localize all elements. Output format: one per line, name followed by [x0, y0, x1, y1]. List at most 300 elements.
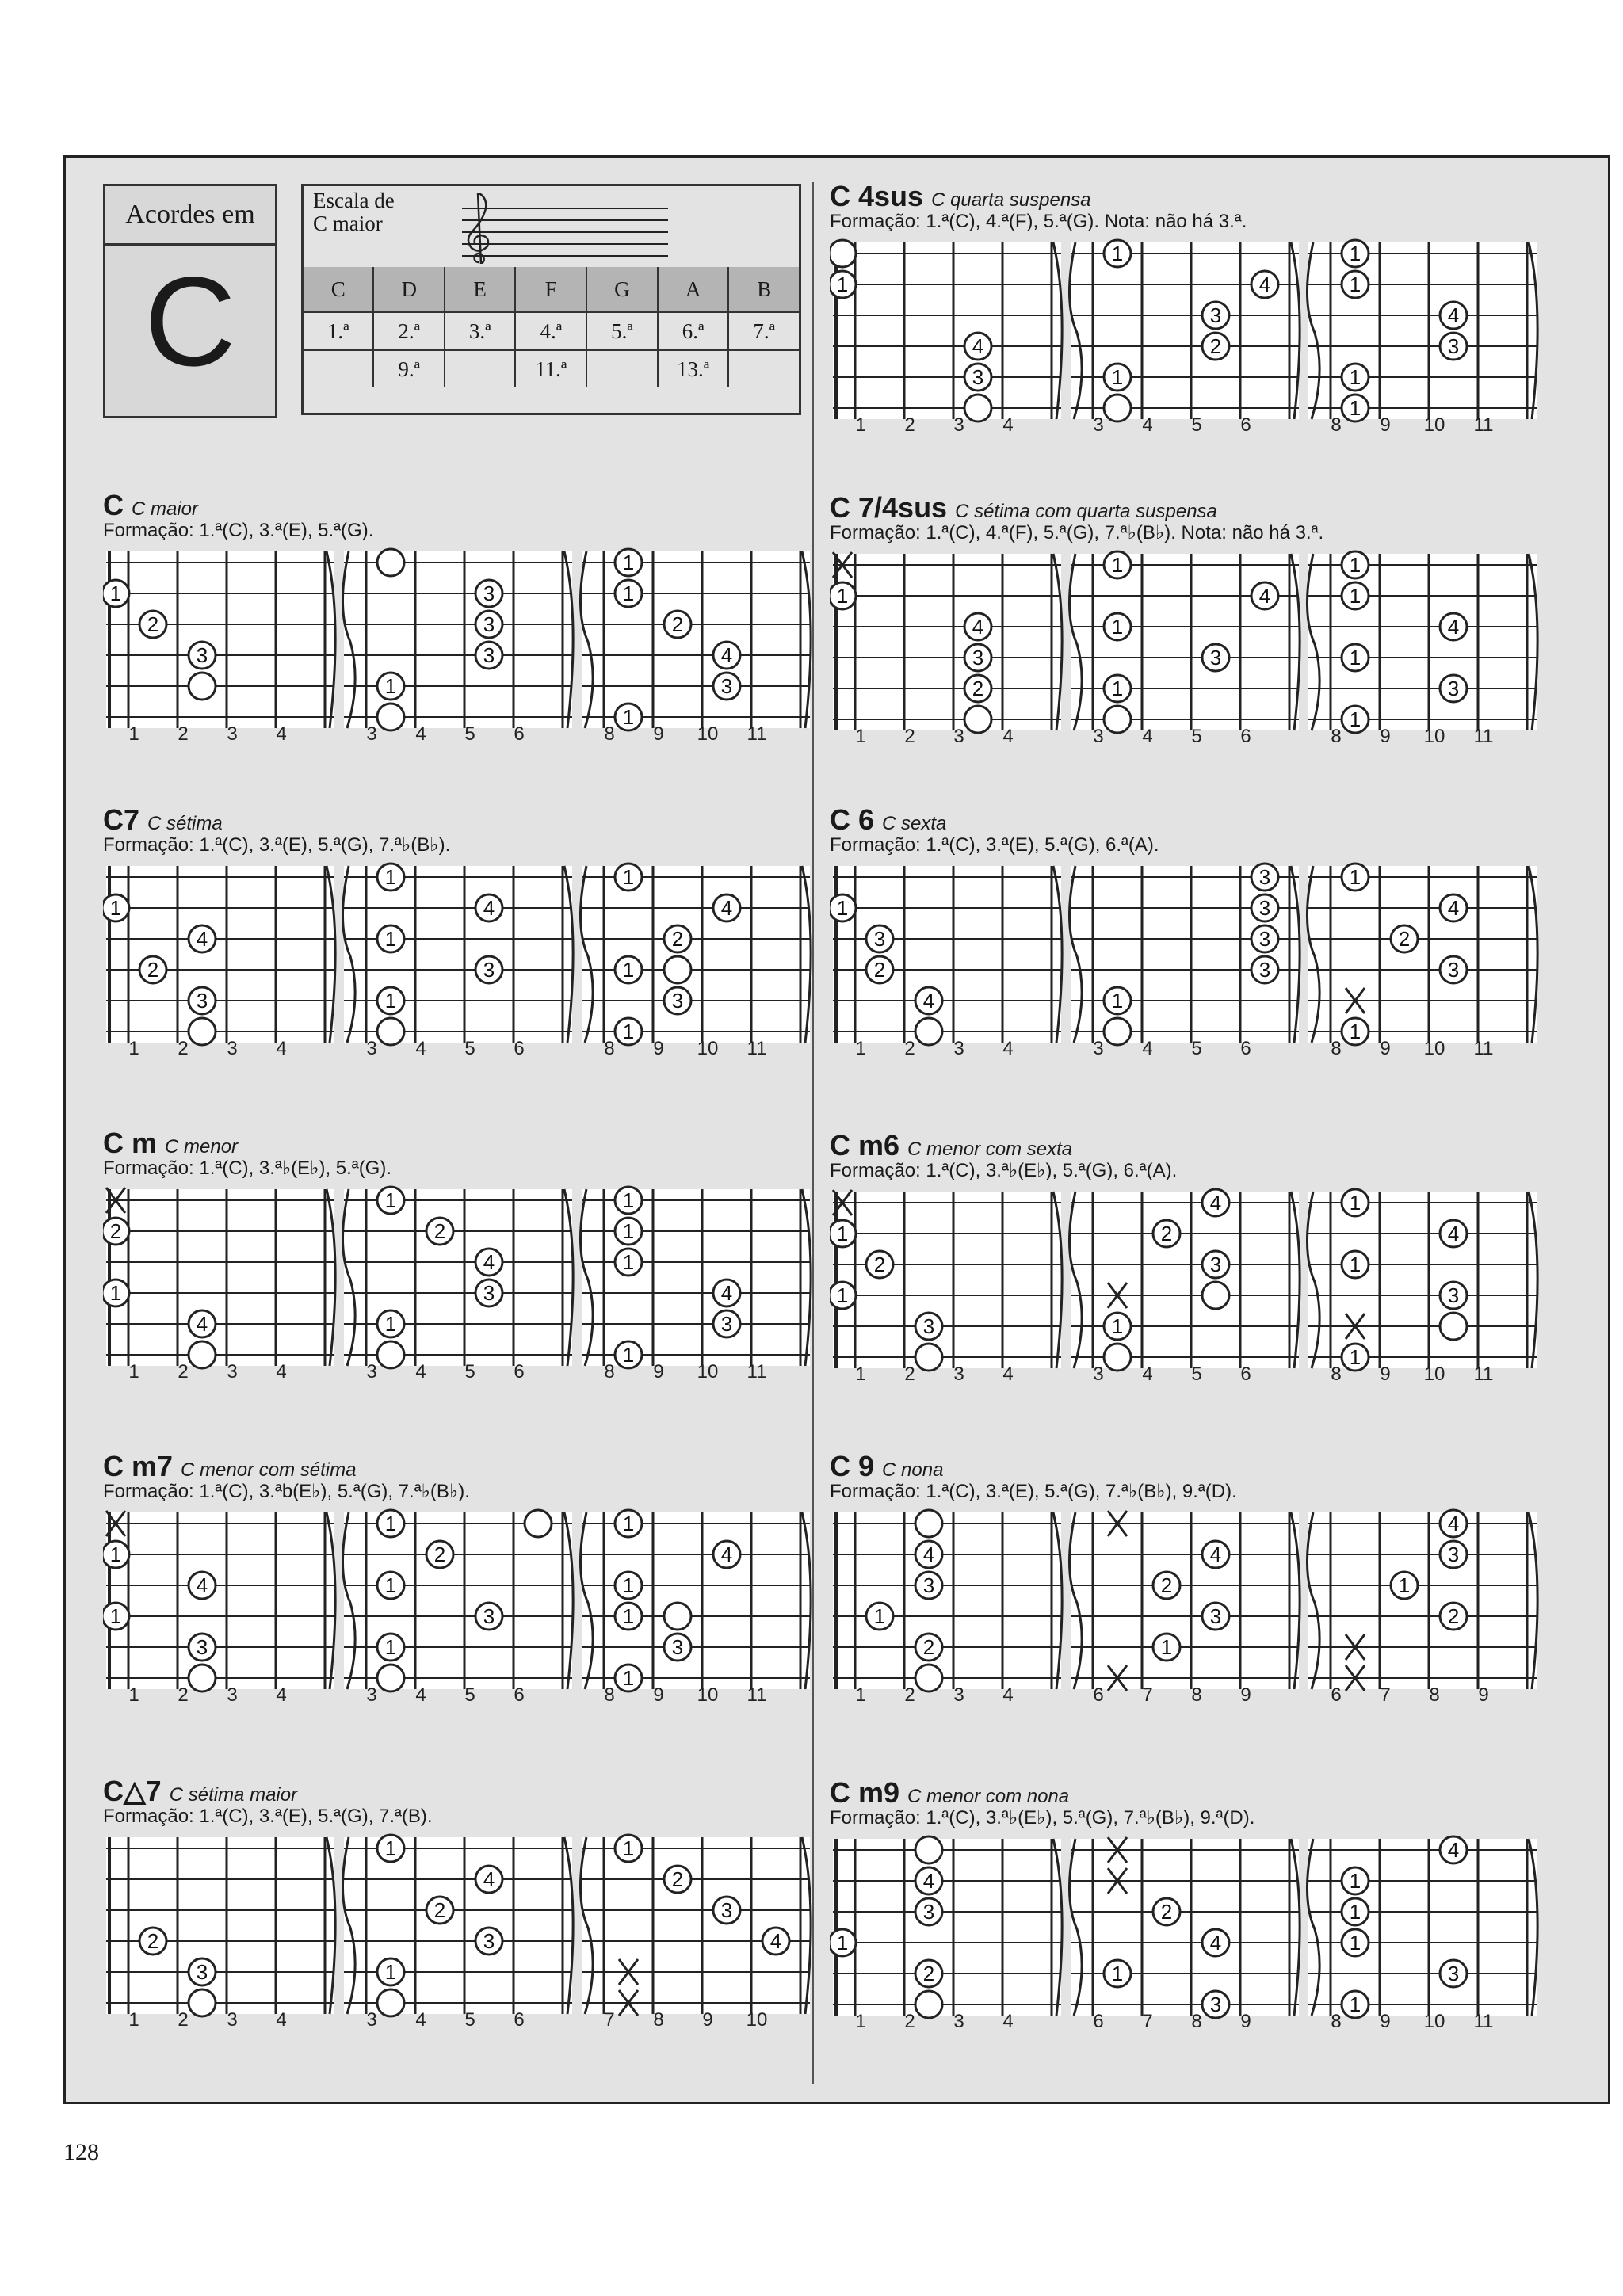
finger-number: 3 — [1209, 1993, 1222, 2016]
fret-number: 4 — [276, 1038, 287, 1059]
fretboard-segment — [580, 1835, 811, 2031]
finger-number: 4 — [1209, 1543, 1222, 1566]
finger-number: 3 — [1447, 677, 1460, 700]
fret-number: 3 — [953, 1038, 964, 1059]
fret-number: 5 — [1191, 1363, 1202, 1385]
fret-number: 6 — [1240, 726, 1251, 747]
finger-number: 1 — [1111, 365, 1124, 389]
fretboard-bg — [833, 242, 1061, 419]
fretboard-segment — [1069, 864, 1300, 1059]
finger-number: 1 — [1349, 273, 1361, 296]
finger-number: 1 — [1349, 1869, 1361, 1893]
fret-number: 1 — [855, 2011, 866, 2032]
fretboard-segment — [342, 549, 573, 745]
finger-number: 4 — [196, 927, 208, 951]
scale-degree-3: 4.ª — [515, 312, 586, 350]
fretboard-segment — [342, 1187, 573, 1383]
finger-number: 4 — [483, 1250, 495, 1274]
fret-number: 4 — [1142, 1363, 1153, 1385]
fretboard-bg — [106, 866, 334, 1043]
fret-number: 1 — [128, 723, 139, 745]
open-string-marker — [964, 395, 991, 421]
open-string-marker — [664, 956, 691, 983]
finger-number: 1 — [1111, 989, 1124, 1013]
finger-number: 4 — [196, 1312, 208, 1336]
chord-description: C menor com sexta — [907, 1138, 1073, 1160]
fret-number: 4 — [276, 723, 287, 745]
fret-number: 10 — [1423, 2011, 1445, 2032]
finger-number: 1 — [836, 896, 849, 920]
open-string-marker — [915, 1665, 942, 1691]
fret-number: 4 — [415, 723, 426, 745]
finger-number: 1 — [109, 582, 122, 605]
finger-number: 4 — [483, 1867, 495, 1891]
fret-number: 6 — [1240, 1363, 1251, 1385]
finger-number: 1 — [1111, 1314, 1124, 1338]
finger-number: 2 — [147, 612, 159, 636]
fret-number: 5 — [464, 723, 475, 745]
fret-number: 3 — [227, 1038, 238, 1059]
fretboard-segment — [1307, 1836, 1537, 2032]
fret-number: 6 — [1240, 414, 1251, 436]
open-string-marker — [1104, 706, 1131, 733]
finger-number: 4 — [1447, 1222, 1460, 1245]
fret-number: 3 — [227, 723, 238, 745]
finger-number: 4 — [972, 615, 984, 639]
fret-number: 1 — [128, 1361, 139, 1383]
fret-number: 10 — [697, 1684, 719, 1706]
fret-number: 2 — [904, 1038, 915, 1059]
finger-number: 2 — [922, 1635, 935, 1659]
chord-formation: Formação: 1.ª(C), 3.ªb(E♭), 5.ª(G), 7.ª♭(B♭). — [103, 1481, 470, 1502]
finger-number: 2 — [433, 1219, 446, 1243]
finger-number: 4 — [769, 1929, 782, 1953]
finger-number: 1 — [622, 1573, 635, 1597]
finger-number: 3 — [972, 365, 984, 389]
fret-number: 1 — [128, 2009, 139, 2031]
title-key: C — [144, 250, 236, 392]
fret-number: 9 — [1240, 2011, 1251, 2032]
fretboard-segment — [103, 1188, 335, 1383]
fret-number: 11 — [747, 1684, 767, 1706]
finger-number: 3 — [922, 1900, 935, 1924]
chord-formation: Formação: 1.ª(C), 4.ª(F), 5.ª(G). Nota: não há 3.ª. — [830, 211, 1247, 232]
finger-number: 3 — [1447, 958, 1460, 982]
fret-number: 3 — [366, 1038, 377, 1059]
chord-name: C m — [103, 1127, 158, 1159]
fretboard-segment — [1069, 551, 1300, 747]
finger-number: 1 — [384, 674, 397, 698]
finger-number: 3 — [483, 958, 495, 982]
fretboard-bg — [833, 554, 1061, 730]
finger-number: 2 — [147, 958, 159, 982]
fret-number: 9 — [1380, 726, 1391, 747]
fret-number: 9 — [653, 1361, 664, 1383]
fretboard-bg — [1308, 1839, 1537, 2016]
fretboard-segment — [580, 1510, 811, 1706]
open-string-marker — [377, 1989, 404, 2016]
chord-name: C — [103, 489, 124, 521]
fret-number: 6 — [1093, 2011, 1104, 2032]
finger-number: 1 — [384, 927, 397, 951]
scale-degree-6: 7.ª — [728, 312, 799, 350]
fret-number: 8 — [1331, 726, 1342, 747]
fret-number: 8 — [1331, 1038, 1342, 1059]
finger-number: 1 — [873, 1604, 886, 1628]
finger-number: 1 — [1349, 1253, 1361, 1276]
open-string-marker — [915, 1836, 942, 1863]
fret-number: 9 — [1380, 2011, 1391, 2032]
fret-number: 4 — [1002, 1363, 1014, 1385]
finger-number: 3 — [671, 989, 684, 1013]
finger-number: 4 — [1258, 584, 1271, 608]
fretboard-segment — [1307, 551, 1537, 747]
finger-number: 1 — [836, 273, 849, 296]
chord-name: C 6 — [830, 803, 875, 836]
fretboard-bg — [582, 551, 810, 728]
finger-number: 1 — [1349, 396, 1361, 420]
fret-number: 10 — [1423, 1363, 1445, 1385]
finger-number: 1 — [622, 1250, 635, 1274]
finger-number: 1 — [1349, 707, 1361, 731]
fretboard-bg — [106, 1189, 334, 1366]
fret-number: 9 — [1240, 1684, 1251, 1706]
finger-number: 1 — [1349, 1900, 1361, 1924]
fret-number: 5 — [1191, 1038, 1202, 1059]
chord-name: C 9 — [830, 1450, 875, 1482]
fret-number: 9 — [702, 2009, 713, 2031]
fret-number: 8 — [604, 1361, 615, 1383]
fretboard-bg — [106, 551, 334, 728]
fret-number: 4 — [1002, 1038, 1014, 1059]
fretboard-segment — [833, 1510, 1062, 1706]
scale-degree-4: 5.ª — [586, 312, 657, 350]
finger-number: 4 — [720, 896, 733, 920]
scale-note-0: C — [304, 267, 373, 312]
chord-diagram — [830, 1452, 1543, 1714]
finger-number: 1 — [622, 705, 635, 729]
fret-number: 7 — [1142, 1684, 1153, 1706]
chord-formation: Formação: 1.ª(C), 3.ª♭(E♭), 5.ª(G), 6.ª(A). — [830, 1160, 1178, 1181]
fretboard-segment — [580, 864, 811, 1059]
finger-number: 1 — [622, 958, 635, 982]
open-string-marker — [915, 1510, 942, 1537]
scale-note-4: G — [586, 267, 657, 312]
fretboard-segment — [342, 1835, 573, 2031]
scale-degree-2: 3.ª — [445, 312, 515, 350]
chord-name: C△7 — [103, 1775, 162, 1807]
fret-number: 9 — [653, 723, 664, 745]
fretboard-segment — [580, 1187, 811, 1383]
finger-number: 1 — [1349, 242, 1361, 265]
fret-number: 3 — [366, 1361, 377, 1383]
finger-number: 2 — [1160, 1573, 1173, 1597]
open-string-marker — [377, 704, 404, 730]
fret-number: 6 — [514, 2009, 525, 2031]
fret-number: 1 — [128, 1038, 139, 1059]
scale-note-6: B — [728, 267, 799, 312]
finger-number: 3 — [483, 1929, 495, 1953]
fretboard-bg — [106, 1837, 334, 2014]
open-string-marker — [1104, 1344, 1131, 1371]
scale-extension-4 — [586, 350, 657, 387]
fret-number: 3 — [1093, 726, 1104, 747]
scale-extension-6 — [728, 350, 799, 387]
fret-number: 9 — [1380, 1038, 1391, 1059]
finger-number: 3 — [720, 674, 733, 698]
finger-number: 1 — [384, 865, 397, 889]
finger-number: 3 — [1447, 1543, 1460, 1566]
finger-number: 1 — [622, 582, 635, 605]
open-string-marker — [915, 1344, 942, 1371]
title-box — [103, 184, 277, 418]
fret-number: 5 — [464, 1684, 475, 1706]
chord-formation: Formação: 1.ª(C), 3.ª♭(E♭), 5.ª(G). — [103, 1158, 392, 1179]
fret-number: 6 — [514, 723, 525, 745]
finger-number: 2 — [873, 1253, 886, 1276]
chord-formation: Formação: 1.ª(C), 3.ª(E), 5.ª(G), 7.ª♭(B♭), 9.ª(D). — [830, 1481, 1237, 1502]
fretboard-segment — [1069, 1837, 1300, 2032]
fretboard-bg — [344, 1837, 572, 2014]
finger-number: 1 — [384, 1188, 397, 1212]
finger-number: 4 — [1447, 303, 1460, 327]
finger-number: 1 — [1349, 865, 1361, 889]
finger-number: 1 — [622, 1343, 635, 1367]
finger-number: 1 — [1111, 615, 1124, 639]
fretboard-segment — [1307, 1510, 1537, 1706]
finger-number: 3 — [1209, 646, 1222, 669]
chord-name: C m7 — [103, 1450, 174, 1482]
fret-number: 3 — [1093, 414, 1104, 436]
fretboard-bg — [1308, 554, 1537, 730]
finger-number: 2 — [671, 1867, 684, 1891]
finger-number: 4 — [1447, 1512, 1460, 1535]
fret-number: 10 — [697, 1361, 719, 1383]
finger-number: 1 — [1160, 1635, 1173, 1659]
fret-number: 8 — [1429, 1684, 1440, 1706]
finger-number: 1 — [1111, 553, 1124, 577]
fret-number: 3 — [953, 1363, 964, 1385]
fret-number: 1 — [855, 1363, 866, 1385]
fret-number: 1 — [855, 1684, 866, 1706]
chord-description: C menor com nona — [907, 1786, 1070, 1807]
chord-name: C7 — [103, 803, 140, 836]
chord-description: C sexta — [882, 813, 947, 834]
chord-description: C nona — [882, 1459, 944, 1481]
scale-box — [301, 184, 801, 415]
open-string-marker — [964, 706, 991, 733]
open-string-marker — [189, 673, 216, 700]
finger-number: 3 — [720, 1312, 733, 1336]
fret-number: 4 — [276, 1361, 287, 1383]
fretboard-segment — [830, 866, 1062, 1059]
chord-description: C sétima — [147, 813, 223, 834]
chord-diagram — [830, 1779, 1543, 2040]
finger-number: 1 — [836, 1931, 849, 1955]
finger-number: 2 — [1398, 927, 1411, 951]
fretboard-bg — [833, 1192, 1061, 1368]
fretboard-bg — [582, 1512, 810, 1689]
chord-name: C m6 — [830, 1129, 900, 1161]
finger-number: 4 — [1447, 1838, 1460, 1862]
fretboard-bg — [1308, 1512, 1537, 1689]
fret-number: 3 — [366, 2009, 377, 2031]
scale-label-line2: C maior — [313, 212, 383, 235]
fret-number: 8 — [1331, 1363, 1342, 1385]
finger-number: 2 — [671, 612, 684, 636]
fretboard-bg — [582, 1189, 810, 1366]
fretboard-segment — [1307, 1189, 1537, 1385]
scale-extension-5: 13.ª — [658, 350, 729, 387]
fret-number: 6 — [514, 1684, 525, 1706]
finger-number: 3 — [720, 1898, 733, 1922]
chord-description: C quarta suspensa — [931, 189, 1091, 211]
fret-number: 6 — [514, 1361, 525, 1383]
finger-number: 3 — [671, 1635, 684, 1659]
fret-number: 11 — [1473, 726, 1494, 747]
fret-number: 9 — [653, 1038, 664, 1059]
open-string-marker — [377, 1341, 404, 1368]
finger-number: 1 — [109, 1604, 122, 1628]
fretboard-segment — [1307, 864, 1537, 1059]
fret-number: 4 — [1002, 726, 1014, 747]
fretboard-segment — [1307, 240, 1537, 436]
chord-diagram — [103, 1129, 816, 1390]
fret-number: 10 — [697, 1038, 719, 1059]
finger-number: 4 — [1209, 1931, 1222, 1955]
finger-number: 4 — [1209, 1191, 1222, 1215]
open-string-marker — [377, 1018, 404, 1045]
fretboard-segment — [580, 549, 811, 745]
open-string-marker — [525, 1510, 552, 1537]
fret-number: 4 — [1002, 2011, 1014, 2032]
fretboard-bg — [1071, 866, 1299, 1043]
chord-formation: Formação: 1.ª(C), 3.ª♭(E♭), 5.ª(G), 7.ª♭(B♭), 9.ª(D). — [830, 1807, 1255, 1829]
fretboard-bg — [1308, 1192, 1537, 1368]
finger-number: 1 — [1349, 553, 1361, 577]
finger-number: 4 — [1447, 896, 1460, 920]
finger-number: 1 — [622, 1219, 635, 1243]
finger-number: 1 — [1349, 1191, 1361, 1215]
chord-formation: Formação: 1.ª(C), 3.ª(E), 5.ª(G), 6.ª(A). — [830, 834, 1159, 856]
finger-number: 2 — [433, 1898, 446, 1922]
fret-number: 5 — [464, 1361, 475, 1383]
fretboard-bg — [106, 1512, 334, 1689]
finger-number: 4 — [196, 1573, 208, 1597]
fret-number: 9 — [1380, 1363, 1391, 1385]
scale-extension-1: 9.ª — [373, 350, 444, 387]
finger-number: 1 — [836, 1222, 849, 1245]
fretboard-segment — [342, 864, 573, 1059]
fret-number: 11 — [1473, 1363, 1494, 1385]
finger-number: 4 — [922, 1543, 935, 1566]
fret-number: 11 — [747, 1038, 767, 1059]
chord-diagram — [830, 1131, 1543, 1393]
chord-formation: Formação: 1.ª(C), 3.ª(E), 5.ª(G). — [103, 520, 374, 541]
finger-number: 4 — [922, 989, 935, 1013]
finger-number: 3 — [1258, 865, 1271, 889]
open-string-marker — [915, 1018, 942, 1045]
fret-number: 11 — [1473, 1038, 1494, 1059]
fret-number: 8 — [1331, 2011, 1342, 2032]
finger-number: 4 — [720, 1543, 733, 1566]
open-string-marker — [189, 1665, 216, 1691]
open-string-marker — [377, 1665, 404, 1691]
fret-number: 6 — [1240, 1038, 1251, 1059]
scale-extension-0 — [304, 350, 373, 387]
fret-number: 11 — [747, 1361, 767, 1383]
fret-number: 9 — [653, 1684, 664, 1706]
fretboard-bg — [582, 1837, 810, 2014]
finger-number: 1 — [109, 896, 122, 920]
fret-number: 4 — [1142, 414, 1153, 436]
finger-number: 2 — [972, 677, 984, 700]
fret-number: 4 — [1142, 1038, 1153, 1059]
treble-staff — [462, 193, 668, 264]
chord-name: C m9 — [830, 1776, 900, 1809]
scale-note-3: F — [515, 267, 586, 312]
finger-number: 3 — [196, 643, 208, 667]
fret-number: 6 — [1093, 1684, 1104, 1706]
chord-diagram — [830, 182, 1543, 444]
fretboard-segment — [103, 551, 335, 745]
fret-number: 3 — [227, 2009, 238, 2031]
chord-description: C menor — [165, 1136, 239, 1158]
chord-diagram — [830, 806, 1543, 1067]
fret-number: 7 — [1380, 1684, 1391, 1706]
fret-number: 5 — [464, 2009, 475, 2031]
finger-number: 3 — [1258, 927, 1271, 951]
fret-number: 2 — [178, 1684, 189, 1706]
finger-number: 4 — [922, 1869, 935, 1893]
fret-number: 2 — [904, 1363, 915, 1385]
fret-number: 1 — [855, 726, 866, 747]
fret-number: 2 — [178, 2009, 189, 2031]
fretboard-bg — [833, 1839, 1061, 2016]
fret-number: 4 — [415, 1684, 426, 1706]
fret-number: 11 — [1473, 414, 1494, 436]
finger-number: 2 — [671, 927, 684, 951]
open-string-marker — [664, 1603, 691, 1630]
fret-number: 11 — [1473, 2011, 1494, 2032]
scale-table — [304, 267, 799, 387]
fret-number: 9 — [1478, 1684, 1489, 1706]
fretboard-segment — [103, 1511, 335, 1706]
scale-label-line1: Escala de — [313, 189, 395, 212]
fret-number: 8 — [604, 1684, 615, 1706]
fret-number: 8 — [604, 1038, 615, 1059]
chord-formation: Formação: 1.ª(C), 4.ª(F), 5.ª(G), 7.ª♭(B♭). Nota: não há 3.ª. — [830, 522, 1324, 543]
chord-formation: Formação: 1.ª(C), 3.ª(E), 5.ª(G), 7.ª(B). — [103, 1806, 433, 1827]
chord-name: C 7/4sus — [830, 491, 948, 524]
fret-number: 3 — [227, 1684, 238, 1706]
fret-number: 10 — [746, 2009, 768, 2031]
open-string-marker — [915, 1991, 942, 2018]
finger-number: 2 — [1160, 1222, 1173, 1245]
finger-number: 3 — [1209, 303, 1222, 327]
chord-diagram — [103, 806, 816, 1067]
page-number: 128 — [63, 2139, 99, 2165]
fret-number: 4 — [1002, 414, 1014, 436]
fretboard-segment — [1069, 240, 1300, 436]
finger-number: 1 — [622, 1604, 635, 1628]
fret-number: 6 — [514, 1038, 525, 1059]
finger-number: 1 — [622, 1512, 635, 1535]
fret-number: 4 — [276, 2009, 287, 2031]
finger-number: 3 — [1447, 1283, 1460, 1307]
fret-number: 1 — [128, 1684, 139, 1706]
fretboard-segment — [342, 1510, 573, 1706]
